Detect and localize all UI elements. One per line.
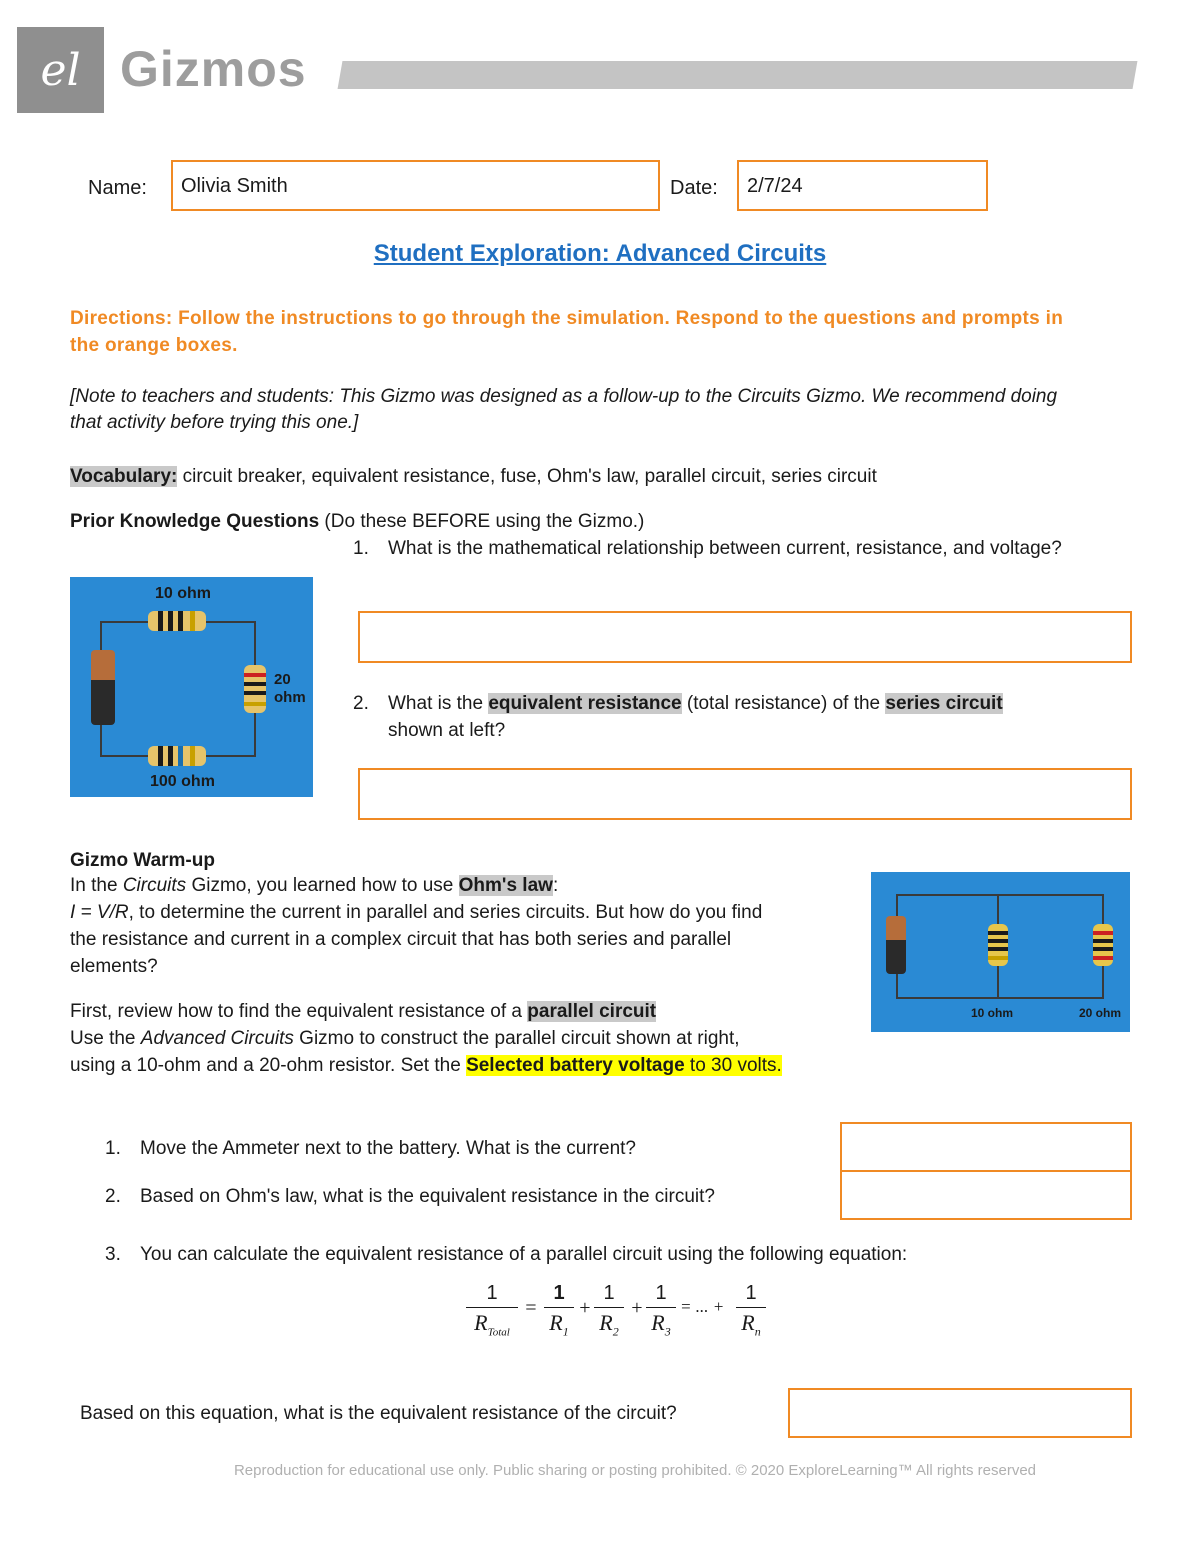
eq-r1: R xyxy=(549,1310,563,1335)
explorelearning-logo xyxy=(17,27,104,113)
eq-plus-2: + xyxy=(630,1297,644,1319)
warmup-p2-b: Use the xyxy=(70,1028,141,1049)
series-circuit-diagram xyxy=(70,577,313,797)
warmup-p2-d: Gizmo to construct the parallel circuit shown at right, using a 10-ohm and a 20-ohm resistor. Set the xyxy=(70,1028,740,1076)
pwire-top xyxy=(896,894,1104,896)
eq-r1-sub: 1 xyxy=(562,1324,569,1339)
warmup-q1-answer-box[interactable] xyxy=(840,1122,1132,1172)
warmup-p2-parallel-circuit: parallel circuit xyxy=(527,1001,657,1022)
label-100-ohm: 100 ohm xyxy=(150,773,215,790)
eq-num-r3: 1 xyxy=(655,1282,667,1304)
pk-q2-number: 2. xyxy=(353,693,369,714)
warmup-paragraph-1 xyxy=(70,872,790,980)
eq-r-total-sub: Total xyxy=(487,1326,510,1339)
pk-q2-post: shown at left? xyxy=(388,720,506,741)
warmup-q2-text: Based on Ohm's law, what is the equivalent resistance in the circuit? xyxy=(140,1186,715,1207)
warmup-p1-a: In the xyxy=(70,875,123,896)
pk-q2-text xyxy=(388,690,1148,744)
warmup-p1-circuits: Circuits xyxy=(122,875,187,896)
warmup-q2-answer-box[interactable] xyxy=(840,1170,1132,1220)
parallel-resistor-20-ohm xyxy=(1093,924,1113,966)
copyright-footer: Reproduction for educational use only. Public sharing or posting prohibited. © 2020 ExploreLearning™ All rights reserved xyxy=(233,1462,1037,1479)
label-20: 20 xyxy=(274,671,291,688)
eq-num-r1: 1 xyxy=(553,1282,565,1304)
pk-q2-term-equivalent-resistance: equivalent resistance xyxy=(488,693,682,714)
name-field[interactable] xyxy=(171,160,660,211)
warmup-p1-equation: I = V/R xyxy=(70,902,129,923)
pk-q1-text: What is the mathematical relationship between current, resistance, and voltage? xyxy=(388,538,1062,559)
pwire-bottom xyxy=(896,997,1104,999)
eq-num-total: 1 xyxy=(486,1282,498,1304)
warmup-p1-e: , to determine the current in parallel and series circuits. But how do you find the resistance and current in a complex circuit that has both series and parallel elements? xyxy=(70,902,763,977)
parallel-circuit-diagram xyxy=(871,872,1130,1032)
battery-icon xyxy=(91,650,115,680)
eq-frac-r3 xyxy=(646,1282,676,1339)
parallel-label-20-ohm: 20 ohm xyxy=(1079,1006,1122,1020)
parallel-battery-icon xyxy=(886,916,906,940)
eq-plus-1: + xyxy=(578,1297,592,1319)
eq-equals: = xyxy=(524,1297,538,1319)
warmup-q3-number: 3. xyxy=(105,1244,121,1265)
warmup-p2-selected-battery-voltage: Selected battery voltage xyxy=(466,1055,685,1076)
warmup-p1-d: : xyxy=(552,875,559,896)
eq-r3: R xyxy=(651,1310,665,1335)
warmup-heading: Gizmo Warm-up xyxy=(70,850,215,871)
eq-frac-r1 xyxy=(544,1282,574,1339)
date-field[interactable] xyxy=(737,160,988,211)
resistor-20-ohm xyxy=(244,665,266,713)
pk-q2-answer-box[interactable] xyxy=(358,768,1132,820)
date-value: 2/7/24 xyxy=(747,175,803,197)
eq-frac-r2 xyxy=(594,1282,624,1339)
warmup-q3-text: You can calculate the equivalent resistance of a parallel circuit using the following equation: xyxy=(140,1244,908,1265)
parallel-resistance-equation xyxy=(460,1282,780,1352)
eq-num-r2: 1 xyxy=(603,1282,615,1304)
warmup-p1-c: Gizmo, you learned how to use xyxy=(186,875,459,896)
warmup-p2-thirty-volts: to 30 volts. xyxy=(684,1055,782,1076)
eq-rn-sub: n xyxy=(754,1324,761,1339)
warmup-q2-number: 2. xyxy=(105,1186,121,1207)
teacher-note: [Note to teachers and students: This Gizmo was designed as a follow-up to the Circuits Gizmo. We recommend doing that activity before trying this one.] xyxy=(70,386,1058,433)
pk-q1-number: 1. xyxy=(353,538,369,559)
eq-r3-sub: 3 xyxy=(664,1324,671,1339)
warmup-p2-advanced-circuits: Advanced Circuits xyxy=(140,1028,294,1049)
label-ohm: ohm xyxy=(274,689,306,706)
eq-r-total: R xyxy=(474,1310,488,1335)
label-10-ohm: 10 ohm xyxy=(155,585,212,602)
eq-frac-rn xyxy=(736,1282,766,1339)
warmup-p1-ohms-law: Ohm's law xyxy=(458,875,553,896)
parallel-resistor-10-ohm xyxy=(988,924,1008,966)
eq-rn: R xyxy=(741,1310,755,1335)
vocabulary-terms: circuit breaker, equivalent resistance, fuse, Ohm's law, parallel circuit, series circuit xyxy=(177,466,877,487)
resistor-10-ohm xyxy=(148,611,206,631)
gizmos-brand: Gizmos xyxy=(120,41,307,97)
date-label: Date: xyxy=(670,177,718,199)
eq-ellipsis: = ... + xyxy=(680,1297,725,1316)
prior-knowledge-subtitle: (Do these BEFORE using the Gizmo.) xyxy=(319,511,645,532)
pk-q2-pre: What is the xyxy=(388,693,489,714)
vocabulary-label: Vocabulary: xyxy=(70,466,178,487)
warmup-q1-text: Move the Ammeter next to the battery. What is the current? xyxy=(140,1138,636,1159)
logo-mark: el xyxy=(40,44,81,96)
name-label: Name: xyxy=(88,177,147,199)
pk-q2-mid: (total resistance) of the xyxy=(681,693,886,714)
warmup-q1-number: 1. xyxy=(105,1138,121,1159)
header-bar xyxy=(338,61,1138,89)
page-title: Student Exploration: Advanced Circuits xyxy=(373,240,827,267)
parallel-label-10-ohm: 10 ohm xyxy=(971,1006,1014,1020)
eq-num-rn: 1 xyxy=(745,1282,757,1304)
eq-r2: R xyxy=(599,1310,613,1335)
directions-text: Directions: Follow the instructions to go through the simulation. Respond to the questions and prompts in the orange boxes. xyxy=(70,308,1064,356)
prior-knowledge-title: Prior Knowledge Questions xyxy=(70,511,320,532)
pk-q2-term-series-circuit: series circuit xyxy=(885,693,1003,714)
vocabulary xyxy=(70,463,1120,490)
parallel-battery-body xyxy=(886,940,906,974)
battery-body xyxy=(91,680,115,725)
warmup-paragraph-2 xyxy=(70,998,790,1079)
final-question-text: Based on this equation, what is the equivalent resistance of the circuit? xyxy=(80,1403,677,1424)
warmup-p2-a: First, review how to find the equivalent resistance of a xyxy=(70,1001,528,1022)
name-value: Olivia Smith xyxy=(181,175,288,197)
pk-q1-answer-box[interactable] xyxy=(358,611,1132,663)
resistor-100-ohm xyxy=(148,746,206,766)
prior-knowledge-heading xyxy=(70,508,970,535)
eq-r2-sub: 2 xyxy=(612,1324,619,1339)
final-question-answer-box[interactable] xyxy=(788,1388,1132,1438)
eq-frac-total xyxy=(466,1282,518,1338)
